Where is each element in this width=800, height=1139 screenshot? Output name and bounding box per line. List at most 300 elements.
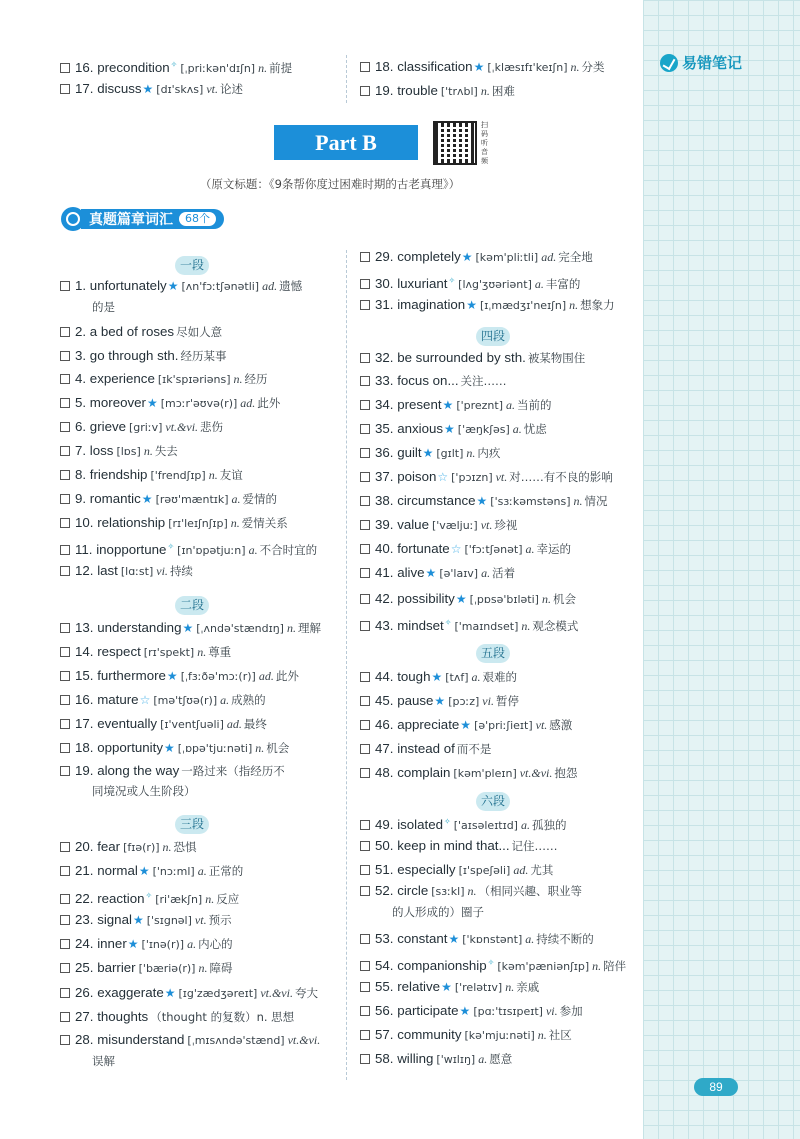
right-column [360, 0, 640, 1139]
checkbox[interactable] [360, 520, 370, 530]
entry-number: 26. [75, 985, 98, 1000]
checkbox[interactable] [360, 696, 370, 706]
column-divider [346, 250, 347, 1080]
pen-icon [660, 54, 678, 72]
entry-pos: vt. [535, 718, 548, 732]
entry-phonetic: [ˌʌndə'stændɪŋ] [196, 622, 284, 635]
entry-phonetic: [ˌmɪsʌndə'stænd] [187, 1034, 285, 1047]
entry-number: 45. [375, 693, 398, 708]
entry-phonetic: ['trʌbl] [440, 85, 478, 98]
star-icon: ★ [138, 864, 150, 878]
entry-meaning: 愿意 [489, 1052, 513, 1066]
entry-meaning: （相同兴趣、职业等 [478, 884, 583, 898]
checkbox[interactable] [60, 518, 70, 528]
checkbox[interactable] [360, 594, 370, 604]
entry-pos: n. [466, 446, 476, 460]
checkbox[interactable] [360, 744, 370, 754]
entry-number: 19. [75, 763, 98, 778]
entry-word: relationship [97, 515, 166, 530]
entry-number: 27. [75, 1009, 98, 1024]
grid-margin [643, 0, 800, 1139]
entry-phonetic: [ri'ækʃn] [155, 893, 203, 906]
entry-meaning: 而不是 [456, 742, 492, 756]
entry-word: be surrounded by sth. [397, 350, 526, 365]
star-icon: ★ [442, 398, 454, 412]
entry-meaning: 分类 [581, 60, 605, 74]
entry-pos: a. [512, 422, 522, 436]
sparkle-icon: ✧ [487, 958, 495, 967]
entry-pos: n. [573, 494, 583, 508]
entry-word: present [397, 397, 442, 412]
vocab-entry [360, 927, 630, 952]
entry-meaning: 丰富的 [545, 277, 581, 291]
entry-number: 47. [375, 741, 398, 756]
original-title: （原文标题：《9条帮你度过困难时期的古老真理》） [199, 177, 461, 191]
entry-word: trouble [397, 83, 438, 98]
entry-phonetic: [ɪ'speʃəli] [458, 864, 511, 877]
entry-number: 30. [375, 276, 398, 291]
entry-phonetic: [ə'laɪv] [439, 567, 479, 580]
entry-phonetic: [ˌfɜːðə'mɔː(r)] [180, 670, 256, 683]
checkbox[interactable] [60, 422, 70, 432]
entry-pos: n. [570, 60, 580, 74]
checkbox[interactable] [360, 621, 370, 631]
entry-number: 38. [375, 493, 398, 508]
entry-meaning: 爱情关系 [241, 516, 288, 530]
entry-phonetic: [ˌɒpə'tjuːnəti] [177, 742, 253, 755]
entry-number: 12. [75, 563, 98, 578]
sparkle-icon: ✧ [448, 276, 456, 285]
checkbox[interactable] [360, 982, 370, 992]
section-badge: 五段 [476, 644, 510, 663]
checkbox[interactable] [60, 766, 70, 776]
entry-phonetic: ['sɪgnəl] [146, 914, 192, 927]
left-column [60, 0, 340, 1139]
entry-phonetic: [mə'tʃʊə(r)] [153, 694, 218, 707]
entry-number: 48. [375, 765, 398, 780]
entry-pos: vt. [206, 82, 218, 96]
entry-number: 28. [75, 1032, 98, 1047]
entry-phonetic: [ˌklæsɪfɪ'keɪʃn] [487, 61, 568, 74]
entry-number: 31. [375, 297, 398, 312]
entry-number: 18. [375, 59, 398, 74]
entry-number: 58. [375, 1051, 398, 1066]
vocab-entry [60, 559, 330, 584]
entry-meaning: 陪伴 [603, 959, 627, 973]
entry-number: 24. [75, 936, 98, 951]
checkbox[interactable] [360, 544, 370, 554]
entry-meaning: 持续不断的 [536, 932, 594, 946]
checkbox[interactable] [360, 568, 370, 578]
entry-word: circle [397, 883, 429, 898]
entry-meaning: 忧虑 [523, 422, 547, 436]
vocab-entry [60, 664, 330, 689]
entry-pos: n. [569, 298, 579, 312]
entry-number: 50. [375, 838, 398, 853]
checkbox[interactable] [60, 743, 70, 753]
vocab-entry [60, 320, 330, 344]
entry-pos: n. [255, 741, 265, 755]
vocab-entry [360, 561, 630, 586]
checkbox[interactable] [60, 351, 70, 361]
star-icon: ★ [431, 670, 443, 684]
entry-number: 23. [75, 912, 98, 927]
entry-pos: a. [471, 670, 481, 684]
entry-word: participate [397, 1003, 459, 1018]
star-icon: ★ [461, 250, 473, 264]
brand [660, 52, 742, 73]
checkbox[interactable] [60, 695, 70, 705]
entry-meaning: 被某物围住 [527, 351, 586, 365]
checkbox[interactable] [360, 1030, 370, 1040]
vocab-entry [360, 713, 630, 738]
entry-word: guilt [397, 445, 422, 460]
entry-pos: ad. [258, 669, 274, 683]
vocab-entry [60, 981, 330, 1006]
entry-number: 46. [375, 717, 398, 732]
entry-pos: n. [162, 840, 172, 854]
entry-number: 43. [375, 618, 398, 633]
entry-number: 19. [375, 83, 398, 98]
entry-number: 49. [375, 817, 398, 832]
entry-word: complain [397, 765, 451, 780]
vocab-entry [360, 346, 630, 370]
checkbox[interactable] [360, 720, 370, 730]
entry-meaning-cont: 的人形成的）圈子 [392, 905, 484, 919]
entry-number: 1. [75, 278, 90, 293]
checkbox[interactable] [360, 961, 370, 971]
entry-phonetic: ['maɪndset] [454, 620, 519, 633]
checkbox[interactable] [60, 671, 70, 681]
checkbox[interactable] [60, 988, 70, 998]
entry-number: 57. [375, 1027, 398, 1042]
checkbox[interactable] [60, 866, 70, 876]
vocab-count: 68个 [179, 212, 216, 226]
entry-meaning: 障碍 [209, 961, 233, 975]
checkbox[interactable] [360, 376, 370, 386]
entry-meaning: 预示 [208, 913, 232, 927]
entry-meaning: 此外 [257, 396, 281, 410]
entry-word: exaggerate [97, 985, 164, 1000]
vocab-entry [360, 441, 630, 466]
checkbox[interactable] [60, 374, 70, 384]
entry-word: unfortunately [89, 278, 167, 293]
checkbox[interactable] [60, 915, 70, 925]
vocab-entry [60, 736, 330, 761]
entry-word: thoughts [97, 1009, 149, 1024]
entry-meaning: 经历某事 [180, 349, 227, 363]
checkbox[interactable] [360, 472, 370, 482]
vocab-entry [360, 369, 630, 393]
entry-word: fear [97, 839, 121, 854]
entry-pos: vi. [482, 694, 494, 708]
entry-meaning: 机会 [266, 741, 290, 755]
checkbox[interactable] [60, 327, 70, 337]
entry-pos: a. [248, 543, 258, 557]
vocab-entry [60, 391, 330, 416]
entry-pos: a. [534, 277, 544, 291]
entry-number: 10. [75, 515, 98, 530]
checkbox[interactable] [60, 939, 70, 949]
checkbox[interactable] [60, 719, 70, 729]
entry-phonetic: [ˌpɒsə'bɪləti] [469, 593, 539, 606]
checkbox[interactable] [360, 886, 370, 896]
checkbox[interactable] [60, 446, 70, 456]
star-icon: ★ [182, 621, 194, 635]
entry-word: circumstance [397, 493, 476, 508]
checkbox[interactable] [360, 353, 370, 363]
entry-number: 55. [375, 979, 398, 994]
sparkle-icon: ✧ [145, 891, 153, 900]
entry-phonetic: [lɒs] [116, 445, 141, 458]
star-icon: ★ [422, 446, 434, 460]
star-icon: ★ [163, 741, 175, 755]
entry-phonetic: [pɑː'tɪsɪpeɪt] [473, 1005, 543, 1018]
entry-phonetic: ['fɔːtʃənət] [464, 543, 523, 556]
checkbox[interactable] [60, 894, 70, 904]
checkbox[interactable] [360, 672, 370, 682]
entry-meaning: 失去 [154, 444, 178, 458]
checkbox[interactable] [60, 842, 70, 852]
entry-meaning-cont: 的是 [92, 300, 115, 314]
entry-word: mindset [397, 618, 444, 633]
entry-word: barrier [97, 960, 136, 975]
vocab-entry [360, 417, 630, 442]
checkbox[interactable] [60, 623, 70, 633]
entry-pos: vi. [545, 1004, 558, 1018]
entry-meaning: 活着 [492, 566, 516, 580]
checkbox[interactable] [360, 496, 370, 506]
entry-word: a bed of roses [89, 324, 175, 339]
entry-phonetic: ['frendʃɪp] [150, 469, 206, 482]
vocab-entry [60, 956, 330, 981]
entry-word: relative [397, 979, 441, 994]
star-icon: ★ [166, 669, 178, 683]
entry-number: 8. [75, 467, 90, 482]
entry-pos: a. [525, 542, 535, 556]
entry-word: eventually [97, 716, 158, 731]
checkbox[interactable] [60, 470, 70, 480]
entry-meaning: 感激 [549, 718, 573, 732]
star-icon: ★ [473, 60, 485, 74]
checkbox[interactable] [60, 281, 70, 291]
entry-number: 29. [375, 249, 398, 264]
vocab-entry [360, 465, 630, 490]
vocab-entry [60, 463, 330, 488]
entry-word: along the way [97, 763, 180, 778]
entry-meaning: （thought 的复数）n. 思想 [150, 1010, 295, 1024]
vocab-entry [60, 1030, 330, 1071]
entry-word: discuss [97, 81, 142, 96]
entry-number: 36. [375, 445, 398, 460]
entry-word: fortunate [397, 541, 450, 556]
entry-number: 21. [75, 863, 98, 878]
entry-phonetic: [ɪn'ɒpətjuːn] [177, 544, 246, 557]
checkbox[interactable] [360, 934, 370, 944]
entry-pos: n. [592, 959, 602, 973]
entry-phonetic: [rɪ'spekt] [143, 646, 195, 659]
entry-pos: vt.&vi. [260, 986, 293, 1000]
entry-pos: ad. [513, 863, 529, 877]
checkbox[interactable] [60, 398, 70, 408]
entry-word: value [397, 517, 429, 532]
entry-phonetic: [kəm'pleɪn] [453, 767, 517, 780]
checkbox[interactable] [360, 252, 370, 262]
vocab-entry [60, 761, 330, 801]
checkbox[interactable] [60, 566, 70, 576]
entry-word: signal [97, 912, 132, 927]
checkbox[interactable] [360, 820, 370, 830]
checkbox[interactable] [60, 1012, 70, 1022]
entry-pos: n. [208, 468, 218, 482]
entry-number: 41. [375, 565, 398, 580]
star-icon: ★ [441, 980, 452, 994]
checkbox[interactable] [360, 300, 370, 310]
vocab-entry [360, 665, 630, 690]
entry-word: grieve [89, 419, 127, 434]
entry-phonetic: [fɪə(r)] [123, 841, 160, 854]
entry-word: willing [397, 1051, 434, 1066]
entry-number: 25. [75, 960, 98, 975]
entry-meaning: 尽如人意 [176, 325, 223, 339]
entry-number: 42. [375, 591, 398, 606]
entry-word: focus on... [397, 373, 459, 388]
entry-word: imagination [397, 297, 466, 312]
entry-phonetic: [tʌf] [445, 671, 469, 684]
entry-word: loss [89, 443, 114, 458]
entry-number: 7. [75, 443, 90, 458]
brand-title: 易错笔记 [682, 54, 743, 72]
entry-phonetic: [gɪlt] [436, 447, 464, 460]
vocab-entry [360, 737, 630, 761]
entry-meaning-cont: 同境况或人生阶段） [92, 784, 196, 798]
hollow-star-icon: ☆ [437, 470, 449, 484]
checkbox[interactable] [360, 424, 370, 434]
entry-phonetic: [kəm'pæniənʃɪp] [497, 960, 590, 973]
checkbox[interactable] [360, 865, 370, 875]
vocab-entry [360, 881, 630, 922]
entry-meaning: 对……有不良的影响 [509, 470, 613, 484]
vocab-entry [360, 393, 630, 418]
vocab-entry [60, 439, 330, 464]
entry-meaning: 一路过来（指经历不 [181, 764, 285, 778]
vocab-entry [360, 513, 630, 538]
star-icon: ★ [132, 913, 144, 927]
checkbox[interactable] [60, 545, 70, 555]
entry-meaning: 爱情的 [242, 492, 278, 506]
star-icon: ★ [164, 986, 176, 1000]
entry-pos: n. [480, 84, 490, 98]
entry-phonetic: [ɪg'zædʒəreɪt] [178, 987, 258, 1000]
entry-meaning: 成熟的 [231, 693, 266, 707]
sparkle-icon: ✧ [444, 817, 451, 826]
entry-meaning: 亲戚 [516, 980, 540, 994]
entry-word: classification [397, 59, 473, 74]
entry-number: 53. [375, 931, 398, 946]
entry-phonetic: [rəʊ'mæntɪk] [155, 493, 229, 506]
star-icon: ★ [127, 937, 139, 951]
entry-word: anxious [397, 421, 444, 436]
entry-meaning: 友谊 [219, 468, 243, 482]
entry-pos: n. [286, 621, 296, 635]
entry-meaning: 珍视 [494, 518, 518, 532]
vocab-entry [360, 761, 630, 786]
entry-word: luxuriant [397, 276, 448, 291]
entry-number: 6. [75, 419, 90, 434]
page-number: 89 [694, 1078, 738, 1096]
checkbox[interactable] [60, 494, 70, 504]
entry-pos: n. [541, 592, 551, 606]
checkbox[interactable] [360, 448, 370, 458]
entry-pos: vt. [495, 470, 508, 484]
entry-word: appreciate [397, 717, 460, 732]
entry-phonetic: ['relətɪv] [454, 981, 503, 994]
entry-phonetic: ['sɜːkəmstəns] [490, 495, 571, 508]
entry-word: completely [397, 249, 461, 264]
entry-pos: a. [231, 492, 241, 506]
entry-word: pause [397, 693, 434, 708]
entry-phonetic: ['nɔːml] [152, 865, 195, 878]
section-badge: 三段 [175, 815, 209, 834]
entry-number: 22. [75, 891, 98, 906]
entry-phonetic: ['pɔɪzn] [451, 471, 493, 484]
entry-word: tough [397, 669, 431, 684]
checkbox[interactable] [360, 279, 370, 289]
checkbox[interactable] [360, 841, 370, 851]
entry-pos: n. [205, 892, 215, 906]
entry-word: especially [397, 862, 456, 877]
checkbox[interactable] [360, 400, 370, 410]
part-title: Part B [274, 125, 418, 160]
entry-meaning: 悲伤 [200, 420, 224, 434]
sparkle-icon: ✧ [444, 618, 452, 627]
entry-word: last [97, 563, 118, 578]
entry-word: go through sth. [89, 348, 179, 363]
entry-phonetic: ['aɪsəleɪtɪd] [453, 819, 518, 832]
entry-meaning: 正常的 [208, 864, 244, 878]
checkbox[interactable] [60, 1035, 70, 1045]
entry-phonetic: [ɪˌmædʒɪ'neɪʃn] [479, 299, 567, 312]
entry-pos: ad. [541, 250, 557, 264]
checkbox[interactable] [60, 963, 70, 973]
entry-meaning: 此外 [275, 669, 299, 683]
entry-pos: vi. [156, 564, 168, 578]
entry-phonetic: [kəm'pliːtli] [475, 251, 539, 264]
vocab-entry [60, 932, 330, 957]
entry-word: precondition [97, 60, 170, 75]
checkbox[interactable] [360, 768, 370, 778]
vocab-entry [60, 712, 330, 737]
checkbox[interactable] [60, 647, 70, 657]
entry-number: 17. [75, 716, 98, 731]
entry-pos: n. [198, 961, 208, 975]
entry-number: 17. [75, 81, 98, 96]
checkbox[interactable] [360, 1006, 370, 1016]
hollow-star-icon: ☆ [139, 693, 151, 707]
checkbox[interactable] [360, 1054, 370, 1064]
star-icon: ★ [459, 1004, 471, 1018]
entry-number: 18. [75, 740, 98, 755]
star-icon: ★ [460, 718, 472, 732]
vocab-entry [60, 487, 330, 512]
entry-word: opportunity [97, 740, 163, 755]
entry-number: 15. [75, 668, 98, 683]
section-badge: 二段 [175, 596, 209, 615]
entry-number: 16. [75, 692, 98, 707]
entry-pos: vt. [480, 518, 493, 532]
entry-phonetic: ['preznt] [456, 399, 504, 412]
entry-pos: a. [187, 937, 197, 951]
